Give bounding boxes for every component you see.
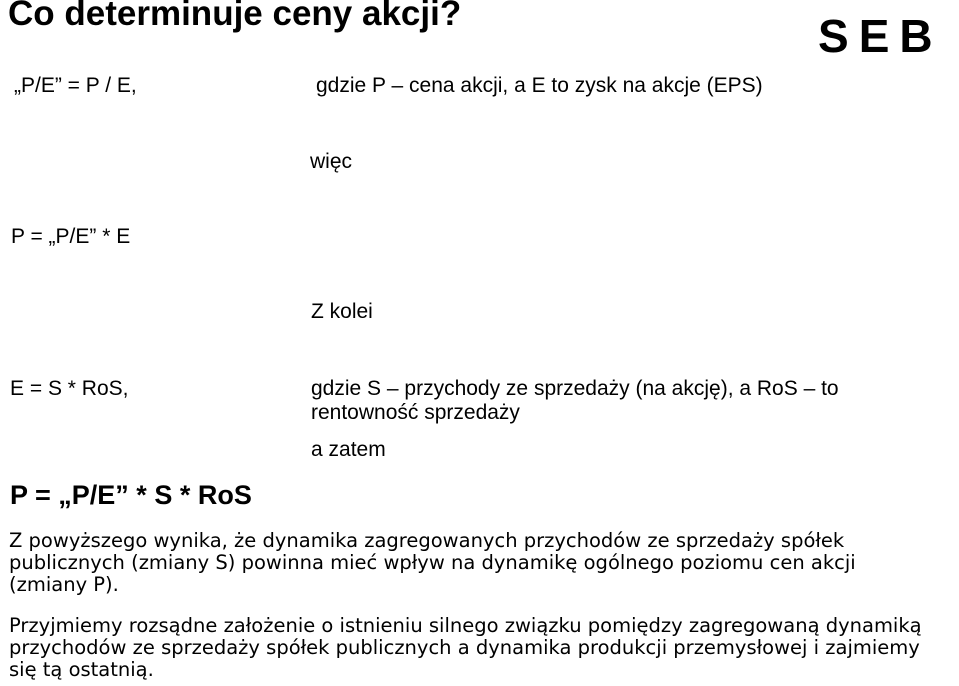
paragraph-conclusion: Z powyższego wynika, że dynamika zagregowanych przychodów ze sprzedaży spółek publicznych (zmiany S) powinna mieć wpływ na dynamikę ogólnego poziomu cen akcji (zmiany P). (9, 529, 856, 596)
page-title: Co determinuje ceny akcji? (8, 0, 462, 33)
pe-formula: „P/E” = P / E, (14, 74, 137, 97)
paragraph-assumption: Przyjmiemy rozsądne założenie o istnieniu silnego związku pomiędzy zagregowaną dynamiką przychodów ze sprzedaży spółek publicznych a dynamika produkcji przemysłowej i zajmiemy się tą ostatnią. (9, 614, 922, 681)
connector-wiec: więc (310, 150, 353, 173)
logo-letter-b: B (899, 10, 933, 62)
pe-description: gdzie P – cena akcji, a E to zysk na akcje (EPS) (316, 74, 763, 97)
eps-formula: E = S * RoS, (10, 377, 129, 400)
seb-logo (818, 10, 933, 62)
connector-z-kolei: Z kolei (311, 300, 373, 323)
logo-letter-s: S (818, 10, 849, 62)
logo-letter-e: E (858, 10, 890, 62)
connector-a-zatem: a zatem (311, 438, 386, 461)
final-formula: P = „P/E” * S * RoS (10, 480, 252, 510)
eps-description: gdzie S – przychody ze sprzedaży (na akcję), a RoS – to rentowność sprzedaży (311, 377, 839, 424)
price-formula: P = „P/E” * E (11, 225, 131, 248)
